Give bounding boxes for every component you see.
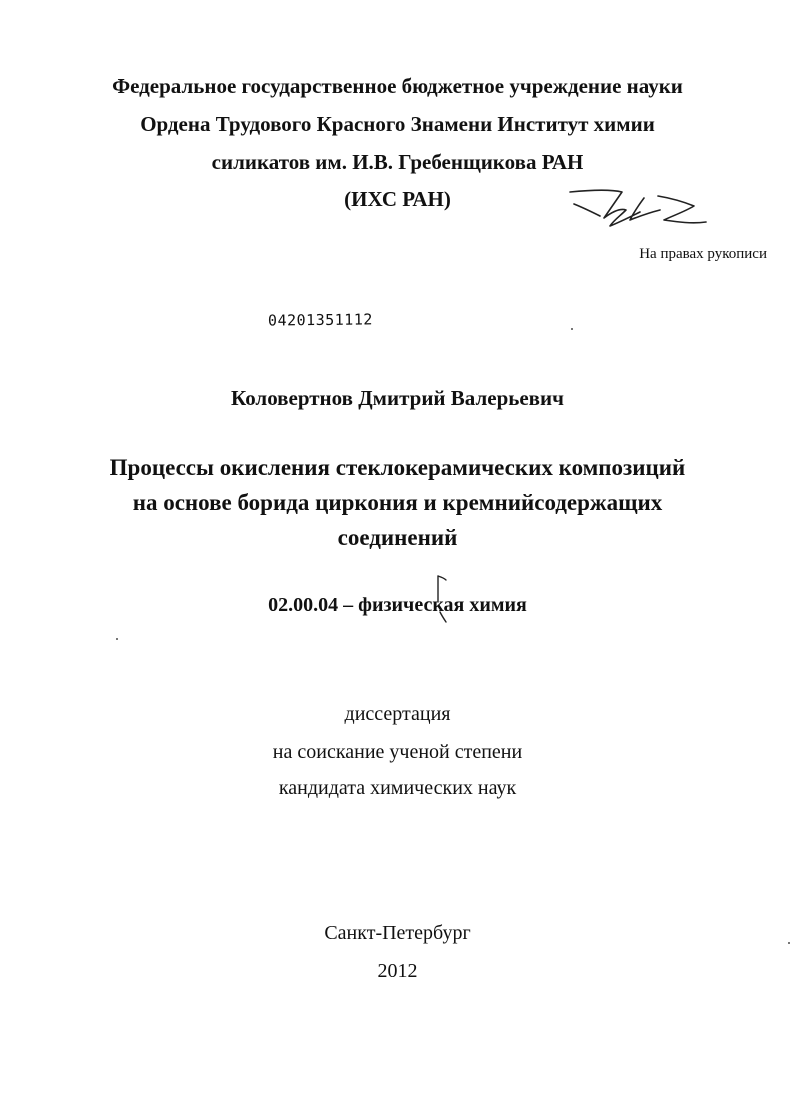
org-line-3: силикатов им. И.В. Гребенщикова РАН (211, 150, 584, 174)
author-name: Коловертнов Дмитрий Валерьевич (231, 386, 564, 410)
scan-speck (116, 638, 118, 640)
degree-line-2: на соискание ученой степени (272, 741, 523, 763)
scan-speck (788, 942, 790, 944)
degree-line-1: диссертация (344, 703, 451, 725)
city: Санкт-Петербург (324, 922, 471, 944)
org-line-2: Ордена Трудового Красного Знамени Институт химии (140, 112, 655, 136)
degree-line-3: кандидата химических наук (278, 777, 517, 799)
handwritten-mark (432, 572, 452, 624)
org-abbreviation: (ИХС РАН) (344, 187, 451, 211)
specialty: 02.00.04 – физическая химия (268, 594, 527, 616)
title-line-2: на основе борида циркония и кремнийсодержащих (132, 490, 663, 515)
org-line-1: Федеральное государственное бюджетное учреждение науки (112, 74, 683, 98)
scan-speck (571, 328, 573, 330)
year: 2012 (377, 960, 418, 982)
title-line-3: соединений (337, 525, 458, 550)
serial-number: 04201351112 (267, 310, 373, 330)
title-line-1: Процессы окисления стеклокерамических композиций (109, 455, 686, 480)
rights-note: На правах рукописи (639, 246, 767, 262)
handwritten-signature (560, 186, 720, 238)
